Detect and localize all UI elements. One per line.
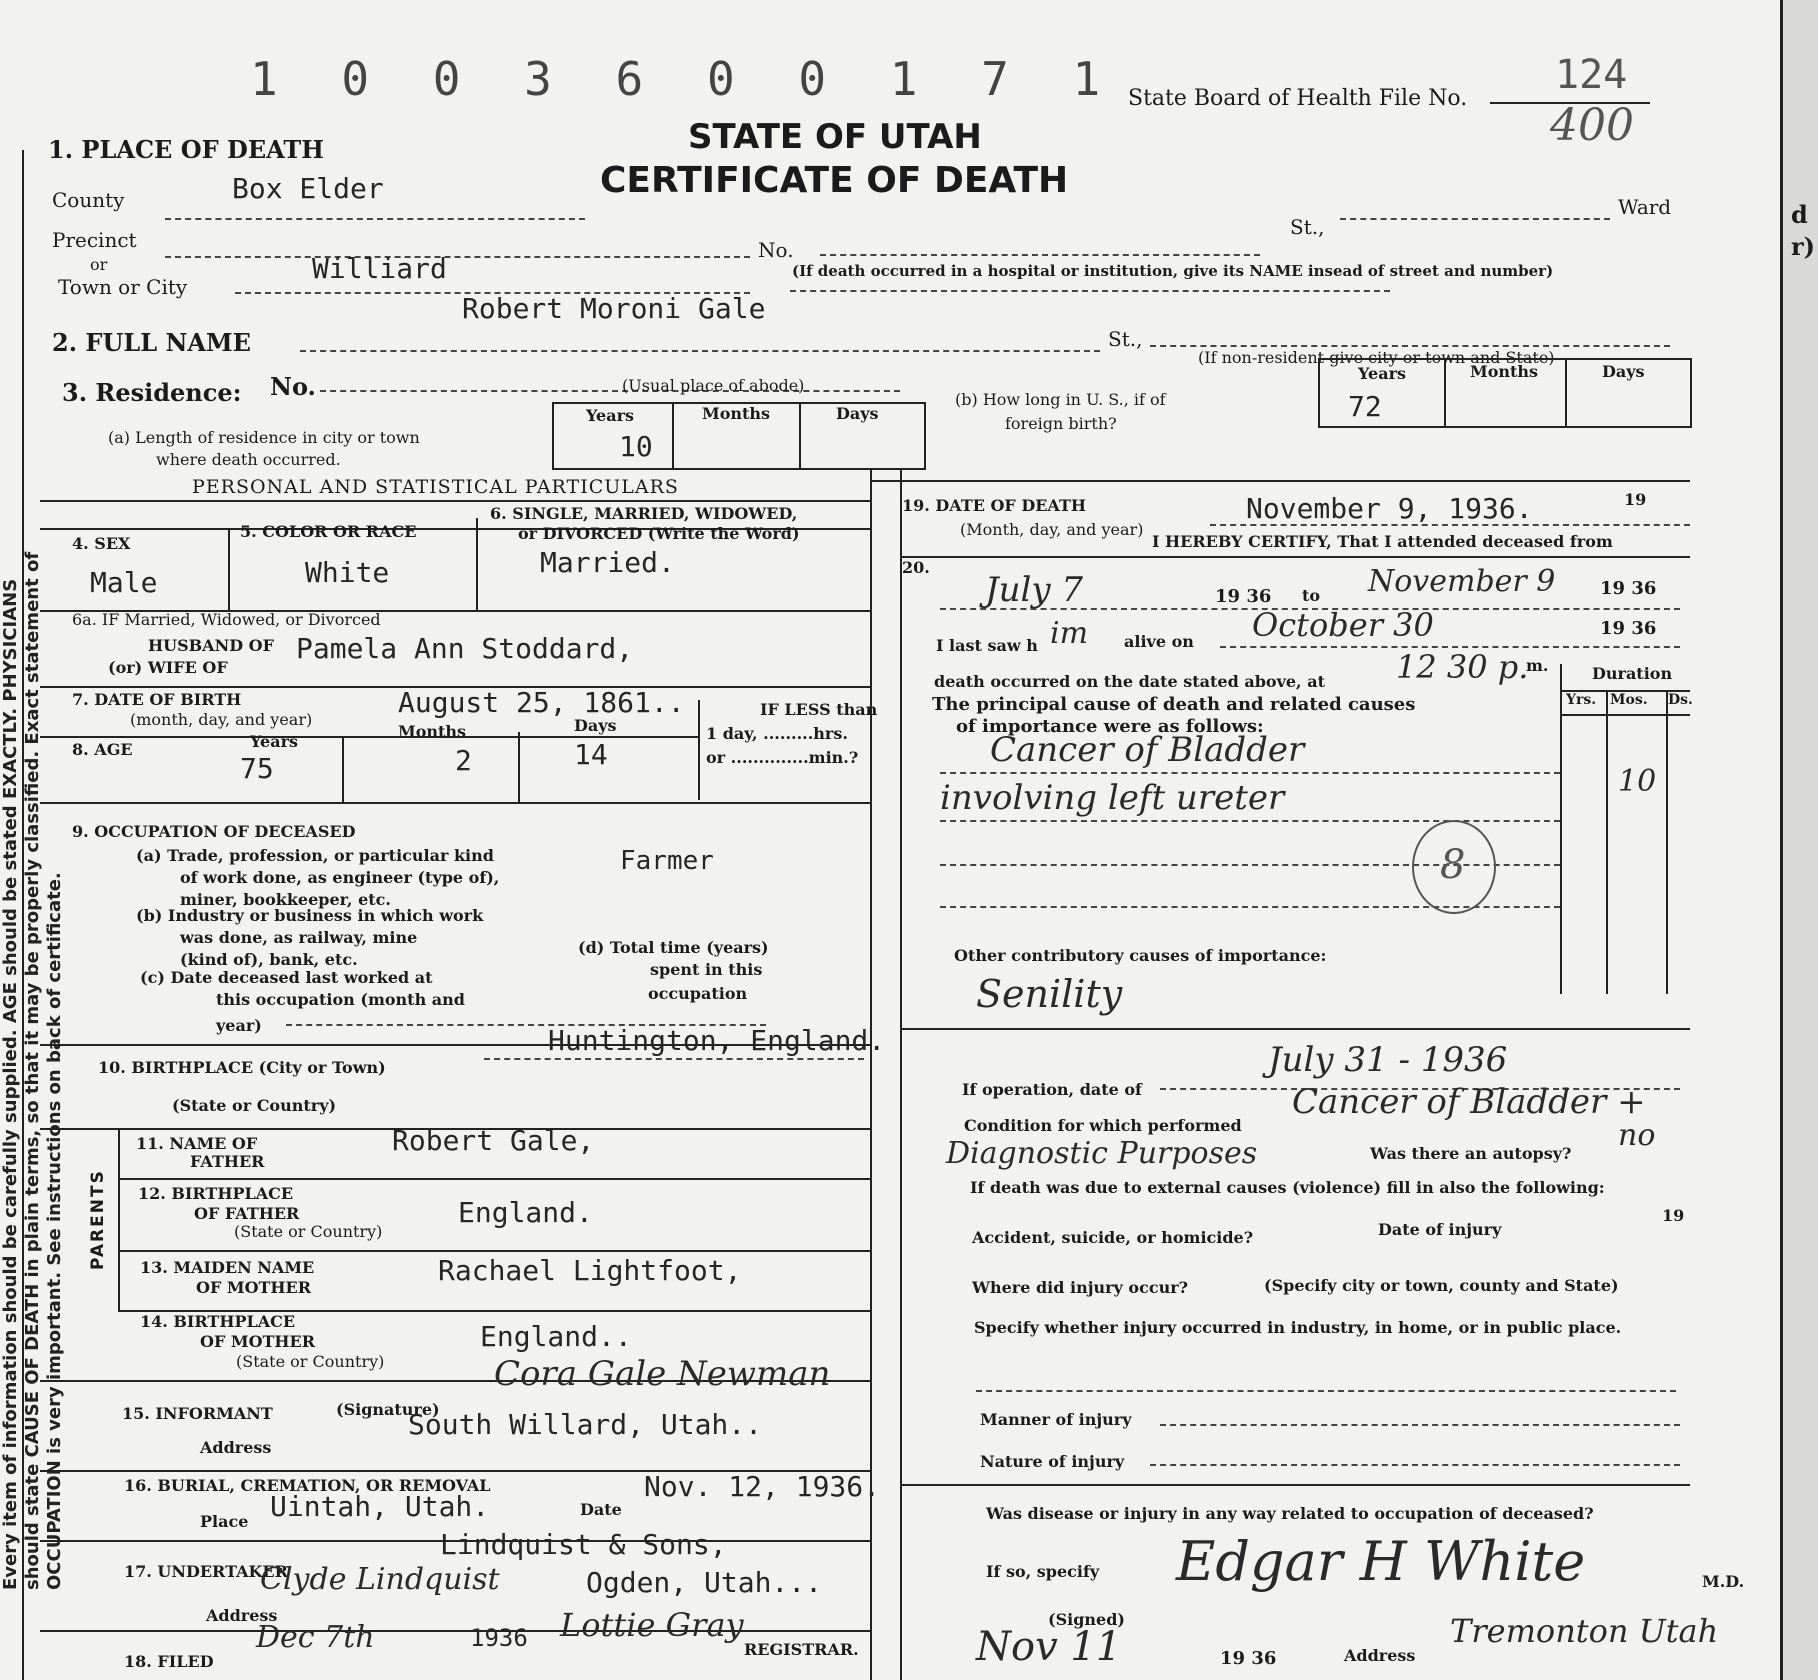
registrar-signature: Lottie Gray (560, 1606, 744, 1644)
occupation-related-label: Was disease or injury in any way related to occupation of deceased? (986, 1504, 1594, 1523)
manner-label: Manner of injury (980, 1410, 1132, 1429)
last-saw-year: 19 36 (1600, 618, 1657, 639)
burial-date-label: Date (580, 1500, 622, 1519)
autopsy-label: Was there an autopsy? (1370, 1144, 1572, 1163)
age-days-label: Days (574, 716, 617, 735)
md-label: M.D. (1702, 1572, 1745, 1591)
circled-number-mark (1412, 820, 1496, 914)
occ-c2: this occupation (month and (216, 990, 465, 1009)
attended-from-date: July 7 (985, 570, 1084, 610)
marital-label-b: or DIVORCED (Write the Word) (518, 524, 800, 543)
length-months-label: Months (702, 404, 771, 423)
undertaker-address-value: Ogden, Utah... (586, 1566, 823, 1599)
ward-label: Ward (1618, 195, 1672, 219)
date-of-death-value: November 9, 1936. (1246, 492, 1533, 525)
where-label: Where did injury occur? (972, 1278, 1189, 1297)
dob-value: August 25, 1861.. (398, 686, 685, 719)
us-years-label: Years (1358, 364, 1407, 383)
burial-place-label: Place (200, 1512, 249, 1531)
undertaker-label: 17. UNDERTAKER (124, 1562, 288, 1581)
length-years-value: 10 (619, 430, 653, 463)
father-name-value: Robert Gale, (392, 1124, 595, 1157)
last-saw-date: October 30 (1252, 606, 1434, 644)
age-label: 8. AGE (72, 740, 133, 759)
attended-to-date: November 9 (1368, 564, 1556, 599)
us-days-label: Days (1602, 362, 1645, 381)
us-label-b: foreign birth? (1005, 414, 1117, 433)
less-label-c: or ..............min.? (706, 748, 859, 767)
undertaker-address-label: Address (206, 1606, 278, 1625)
cause-heading-b: of importance were as follows: (956, 716, 1264, 737)
informant-label: 15. INFORMANT (122, 1404, 273, 1423)
registrar-label: REGISTRAR. (744, 1640, 859, 1659)
informant-address-value: South Willard, Utah.. (408, 1408, 763, 1441)
dob-label-a: 7. DATE OF BIRTH (72, 690, 242, 709)
less-label-b: 1 day, .........hrs. (706, 724, 848, 743)
us-length-box (1318, 358, 1692, 428)
us-months-label: Months (1470, 362, 1539, 381)
cause-heading-a: The principal cause of death and related causes (932, 694, 1416, 715)
nonresident-note: (If non-resident give city or town and State) (1198, 348, 1555, 367)
file-no-value: 124 (1555, 52, 1628, 98)
sex-label: 4. SEX (72, 534, 131, 553)
condition-value: Cancer of Bladder + (1292, 1082, 1646, 1122)
undertaker-signature: Clyde Lindquist (260, 1562, 500, 1597)
occ-d1: (d) Total time (years) (578, 938, 769, 957)
length-years-label: Years (586, 406, 635, 425)
less-label-a: IF LESS than (760, 700, 878, 719)
spouse-label-a: 6a. IF Married, Widowed, or Divorced (72, 610, 381, 629)
injury-date-suffix: 19 (1662, 1206, 1685, 1225)
informant-address-label: Address (200, 1438, 272, 1457)
occupation-label: 9. OCCUPATION OF DECEASED (72, 822, 356, 841)
color-value: White (305, 556, 390, 589)
duration-yrs-label: Yrs. (1566, 692, 1597, 708)
burial-place-value: Uintah, Utah. (270, 1490, 490, 1523)
certify-text: I HEREBY CERTIFY, That I attended deceased from (1152, 532, 1613, 551)
sex-value: Male (90, 566, 158, 599)
burial-label: 16. BURIAL, CREMATION, OR REMOVAL (124, 1476, 491, 1495)
birthplace-value: Huntington, England. (548, 1024, 886, 1057)
marital-value: Married. (540, 546, 675, 579)
age-years-label: Years (250, 732, 299, 751)
length-residence-label-b: where death occurred. (156, 450, 341, 469)
side-instructions (0, 552, 66, 1590)
town-value: Williard (312, 252, 447, 285)
if-so-label: If so, specify (986, 1562, 1100, 1581)
adjacent-page-edge: d r) (1780, 0, 1818, 1680)
place-no-label: No. (758, 238, 794, 262)
duration-mos-value: 10 (1618, 764, 1657, 799)
dod-label-b: (Month, day, and year) (960, 520, 1144, 539)
occ-d2: spent in this (650, 960, 763, 979)
death-occurred-label: death occurred on the date stated above, at (934, 672, 1325, 691)
alive-on-label: alive on (1124, 632, 1194, 651)
mother-name-value: Rachael Lightfoot, (438, 1254, 742, 1287)
occ-d3: occupation (648, 984, 748, 1003)
filed-label: 18. FILED (124, 1652, 214, 1671)
dod-suffix: 19 (1624, 490, 1647, 509)
contributory-label: Other contributory causes of importance: (954, 946, 1327, 965)
place-st-label: St., (1290, 215, 1325, 239)
duration-ds-label: Ds. (1668, 692, 1693, 708)
personal-heading: PERSONAL AND STATISTICAL PARTICULARS (192, 476, 679, 498)
serial-number: 1 0 0 3 6 0 0 1 7 1 (250, 52, 1119, 106)
length-residence-label-a: (a) Length of residence in city or town (108, 428, 420, 447)
side-line-2: should state CAUSE OF DEATH in plain terms, so that it may be properly classified. Exact statement of (22, 551, 43, 1590)
precinct-label: Precinct (52, 228, 137, 252)
operation-value: July 31 - 1936 (1268, 1040, 1508, 1080)
injury-date-label: Date of injury (1378, 1220, 1502, 1239)
occ-c3: year) (216, 1016, 262, 1035)
autopsy-value: no (1618, 1118, 1656, 1153)
mother-label-a: 13. MAIDEN NAME (140, 1258, 315, 1277)
color-label: 5. COLOR OR RACE (240, 522, 417, 541)
duration-mos-label: Mos. (1610, 692, 1648, 708)
full-name-value: Robert Moroni Gale (462, 292, 766, 325)
file-no-handwritten: 400 (1550, 100, 1634, 151)
nature-label: Nature of injury (980, 1452, 1125, 1471)
file-no-label: State Board of Health File No. (1128, 86, 1468, 111)
occ-a3: miner, bookkeeper, etc. (180, 890, 391, 909)
residence-label: 3. Residence: (62, 378, 242, 407)
filed-year: 1936 (470, 1624, 528, 1652)
father-birthplace-label-c: (State or Country) (234, 1222, 383, 1241)
physician-signature: Edgar H White (1176, 1530, 1586, 1593)
age-days-value: 14 (574, 738, 608, 771)
occ-b2: was done, as railway, mine (180, 928, 418, 947)
last-saw-him: im (1050, 616, 1089, 651)
place-of-death-label: 1. PLACE OF DEATH (48, 135, 324, 164)
item-20-label: 20. (902, 558, 930, 577)
mother-birthplace-label-a: 14. BIRTHPLACE (140, 1312, 296, 1331)
parents-side-label: PARENTS (88, 1169, 108, 1270)
father-birthplace-value: England. (458, 1196, 593, 1229)
birthplace-label: 10. BIRTHPLACE (City or Town) (98, 1058, 386, 1077)
birthplace-state-label: (State or Country) (172, 1096, 337, 1115)
or-label: or (90, 255, 108, 274)
length-days-label: Days (836, 404, 879, 423)
death-time-suffix: m. (1526, 656, 1549, 675)
condition-value-2: Diagnostic Purposes (946, 1136, 1258, 1171)
operation-label: If operation, date of (962, 1080, 1142, 1099)
external-causes-label: If death was due to external causes (violence) fill in also the following: (970, 1178, 1605, 1197)
state-title: STATE OF UTAH (688, 117, 982, 157)
side-line-3: OCCUPATION is very important. See instructions on back of certificate. (44, 872, 65, 1590)
attended-to-year: 19 36 (1600, 578, 1657, 599)
specify-place-label: Specify whether injury occurred in industry, in home, or in public place. (974, 1318, 1622, 1337)
spouse-label-b: HUSBAND OF (148, 636, 274, 655)
where-note: (Specify city or town, county and State) (1264, 1276, 1619, 1295)
occ-a2: of work done, as engineer (type of), (180, 868, 500, 887)
occupation-value: Farmer (620, 846, 714, 876)
mother-birthplace-label-b: OF MOTHER (200, 1332, 316, 1351)
filed-date: Dec 7th (256, 1620, 375, 1655)
duration-box (1560, 664, 1693, 994)
father-birthplace-label-b: OF FATHER (194, 1204, 300, 1223)
name-st-label: St., (1108, 327, 1143, 351)
father-label-b: FATHER (190, 1152, 265, 1171)
informant-signature-label: (Signature) (336, 1400, 440, 1419)
occ-b3: (kind of), bank, etc. (180, 950, 358, 969)
hospital-note: (If death occurred in a hospital or institution, give its NAME insead of street and number) (792, 262, 1554, 280)
father-birthplace-label-a: 12. BIRTHPLACE (138, 1184, 294, 1203)
town-label: Town or City (58, 275, 188, 299)
residence-length-box (552, 402, 926, 470)
occ-b1: (b) Industry or business in which work (136, 906, 484, 925)
signed-date: Nov 11 (976, 1624, 1122, 1670)
age-months-label: Months (398, 722, 467, 741)
usual-abode-note: (Usual place of abode) (622, 376, 805, 395)
residence-no-label: No. (270, 372, 316, 401)
cause-line-2: involving left ureter (940, 778, 1285, 818)
undertaker-name-value: Lindquist & Sons, (440, 1528, 727, 1561)
signed-year: 19 36 (1220, 1648, 1277, 1669)
cause-line-1: Cancer of Bladder (990, 730, 1305, 770)
dod-label-a: 19. DATE OF DEATH (902, 496, 1086, 515)
mother-label-b: OF MOTHER (196, 1278, 312, 1297)
age-months-value: 2 (455, 744, 472, 777)
duration-label: Duration (1592, 664, 1673, 683)
mother-birthplace-label-c: (State or Country) (236, 1352, 385, 1371)
death-time: 12 30 p. (1396, 648, 1529, 686)
county-label: County (52, 188, 125, 212)
us-label-a: (b) How long in U. S., if of (955, 390, 1166, 409)
county-value: Box Elder (232, 172, 384, 205)
father-label-a: 11. NAME OF (136, 1134, 258, 1153)
accident-label: Accident, suicide, or homicide? (972, 1228, 1254, 1247)
dob-label-b: (month, day, and year) (130, 710, 313, 729)
spouse-label-c: (or) WIFE OF (108, 658, 228, 677)
condition-label: Condition for which performed (964, 1116, 1242, 1135)
physician-address-label: Address (1344, 1646, 1416, 1665)
side-line-1: Every item of information should be carefully supplied. AGE should be stated EXACTLY. PHYSICIANS (0, 578, 21, 1590)
attended-to-label: to (1302, 586, 1321, 605)
contributory-value: Senility (976, 972, 1123, 1016)
form-title: CERTIFICATE OF DEATH (600, 160, 1069, 201)
signed-label: (Signed) (1048, 1610, 1125, 1629)
last-saw-label: I last saw h (936, 636, 1038, 655)
burial-date-value: Nov. 12, 1936. (644, 1470, 881, 1503)
spouse-value: Pamela Ann Stoddard, (296, 632, 634, 665)
full-name-label: 2. FULL NAME (52, 328, 251, 357)
age-years-value: 75 (240, 752, 274, 785)
us-years-value: 72 (1348, 390, 1382, 423)
circled-number: 8 (1440, 842, 1466, 888)
physician-address-value: Tremonton Utah (1450, 1612, 1719, 1650)
attended-from-year: 19 36 (1215, 586, 1272, 607)
occ-a1: (a) Trade, profession, or particular kind (136, 846, 494, 865)
mother-birthplace-value: England.. (480, 1320, 632, 1353)
informant-signature: Cora Gale Newman (494, 1354, 831, 1394)
occ-c1: (c) Date deceased last worked at (140, 968, 433, 987)
marital-label-a: 6. SINGLE, MARRIED, WIDOWED, (490, 504, 798, 523)
